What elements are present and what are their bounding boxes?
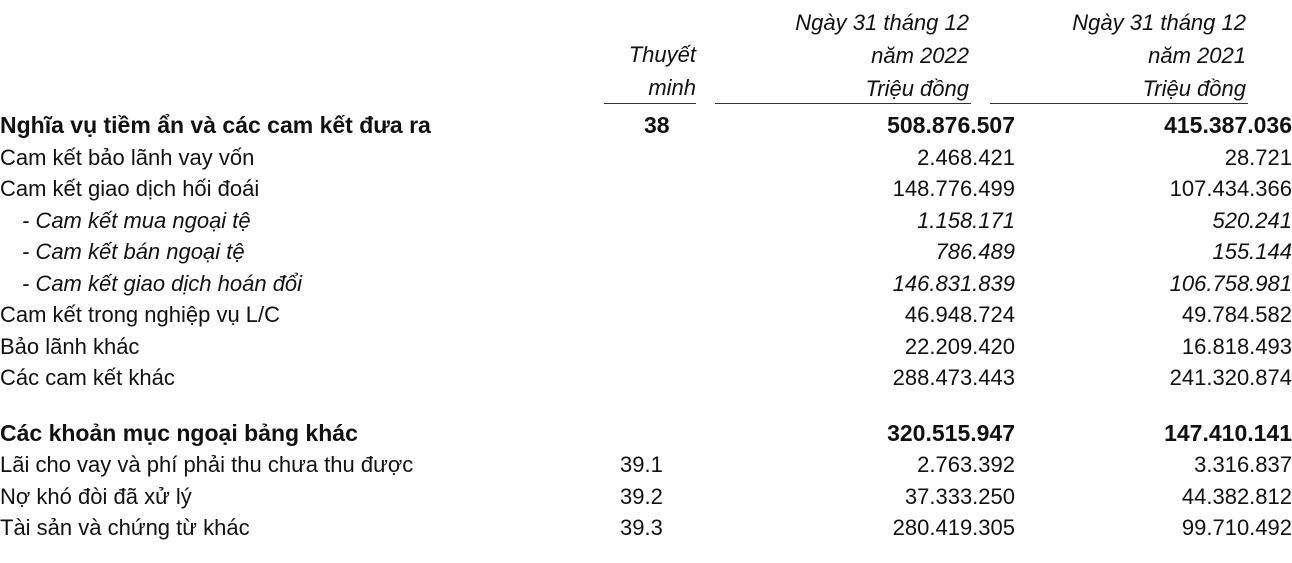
header-2021-date: Ngày 31 tháng 12 (1072, 10, 1246, 35)
row-value-2022: 46.948.724 (904, 302, 1015, 327)
row-value-2022: 146.831.839 (892, 270, 1015, 296)
header-2022-underline (715, 103, 971, 104)
table-subrow (0, 268, 1292, 300)
row-label: Nợ khó đòi đã xử lý (0, 483, 192, 509)
row-note (604, 173, 692, 205)
table-row (0, 142, 1292, 174)
table-row (0, 173, 1292, 205)
row-note: 38 (644, 112, 670, 138)
table-row (0, 331, 1292, 363)
table-row (0, 481, 1292, 513)
row-label: Tài sản và chứng từ khác (0, 515, 250, 540)
row-note (604, 268, 692, 300)
row-note (604, 299, 692, 331)
section-total-row (0, 418, 1292, 450)
financial-table (0, 110, 1292, 544)
row-value-2022: 1.158.171 (917, 207, 1015, 233)
header-note-underline (604, 103, 696, 104)
header-2022-column (715, 6, 969, 105)
row-note (604, 142, 692, 174)
header-2021-unit: Triệu đồng (1142, 76, 1246, 101)
row-note (604, 236, 692, 268)
row-value-2022: 2.468.421 (917, 144, 1015, 170)
row-value-2022: 280.419.305 (892, 515, 1015, 540)
row-value-2021: 28.721 (1224, 144, 1292, 170)
row-value-2021: 520.241 (1212, 207, 1292, 233)
row-value-2022: 148.776.499 (892, 176, 1015, 201)
row-label: - Cam kết giao dịch hoán đổi (22, 270, 303, 296)
header-note-column (604, 38, 696, 104)
row-value-2022: 22.209.420 (904, 333, 1015, 359)
table-row (0, 299, 1292, 331)
row-value-2021: 3.316.837 (1194, 452, 1292, 477)
header-note-line-1: Thuyết (628, 42, 696, 67)
table-row (0, 362, 1292, 394)
row-value-2022: 288.473.443 (892, 365, 1015, 390)
row-value-2021: 107.434.366 (1169, 176, 1292, 201)
row-label: Nghĩa vụ tiềm ẩn và các cam kết đưa ra (0, 112, 431, 138)
row-label: Cam kết giao dịch hối đoái (0, 176, 260, 201)
row-note (604, 331, 692, 363)
header-2021-underline (990, 103, 1248, 104)
row-label: Các khoản mục ngoại bảng khác (0, 419, 358, 446)
table-row (0, 449, 1292, 481)
row-label: - Cam kết mua ngoại tệ (22, 207, 251, 233)
row-value-2021: 49.784.582 (1181, 302, 1292, 327)
header-2021-column (992, 6, 1246, 105)
row-label: Bảo lãnh khác (0, 333, 140, 359)
row-note: 39.1 (620, 452, 663, 477)
row-value-2021: 16.818.493 (1181, 333, 1292, 359)
row-value-2021: 155.144 (1212, 239, 1292, 264)
row-note (604, 362, 692, 394)
row-value-2021: 99.710.492 (1181, 515, 1292, 540)
row-value-2021: 415.387.036 (1164, 112, 1292, 138)
row-value-2022: 37.333.250 (904, 483, 1015, 509)
row-value-2022: 320.515.947 (887, 419, 1015, 446)
header-note-line-2: minh (648, 75, 696, 100)
table-subrow (0, 205, 1292, 237)
row-value-2022: 508.876.507 (887, 112, 1015, 138)
header-2022-unit: Triệu đồng (865, 76, 969, 101)
row-label: Các cam kết khác (0, 365, 175, 390)
row-note: 39.3 (620, 515, 663, 540)
row-label: - Cam kết bán ngoại tệ (22, 239, 245, 264)
section-spacer (0, 394, 1292, 418)
row-label: Cam kết bảo lãnh vay vốn (0, 144, 255, 170)
row-value-2022: 2.763.392 (917, 452, 1015, 477)
row-label: Cam kết trong nghiệp vụ L/C (0, 302, 281, 327)
row-note: 39.2 (620, 483, 663, 509)
row-note (604, 205, 692, 237)
header-2021-year: năm 2021 (1148, 43, 1246, 68)
row-label: Lãi cho vay và phí phải thu chưa thu được (0, 452, 414, 477)
row-value-2021: 44.382.812 (1181, 483, 1292, 509)
row-note (604, 418, 692, 450)
header-2022-date: Ngày 31 tháng 12 (795, 10, 969, 35)
row-value-2022: 786.489 (935, 239, 1015, 264)
section-total-row (0, 110, 1292, 142)
table-row (0, 512, 1292, 544)
header-2022-year: năm 2022 (871, 43, 969, 68)
row-value-2021: 241.320.874 (1169, 365, 1292, 390)
row-value-2021: 147.410.141 (1164, 419, 1292, 446)
table-subrow (0, 236, 1292, 268)
row-value-2021: 106.758.981 (1169, 270, 1292, 296)
